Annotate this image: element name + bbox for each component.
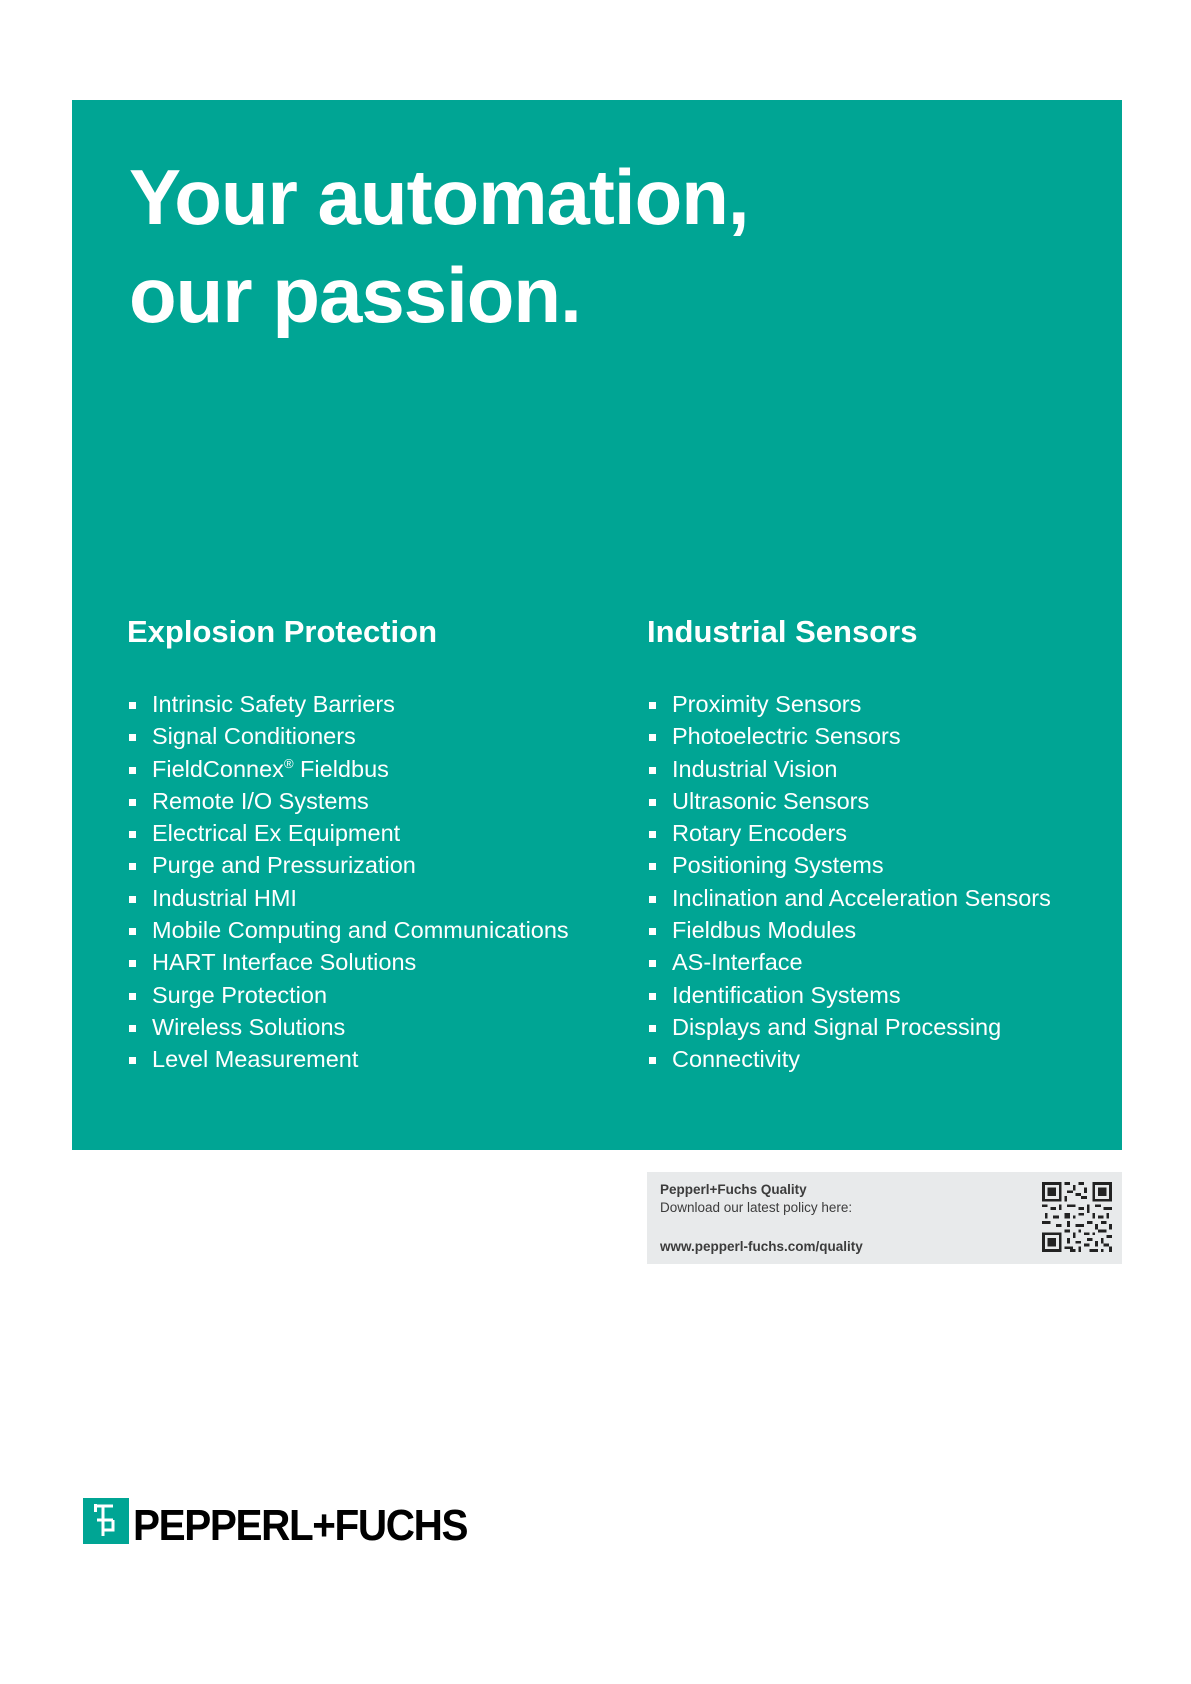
logo-text: PEPPERL+FUCHS <box>133 1501 468 1550</box>
list-item: Signal Conditioners <box>127 720 647 752</box>
list-item: Ultrasonic Sensors <box>647 785 1117 817</box>
pf-logo-icon <box>83 1498 129 1544</box>
quality-subtitle: Download our latest policy here: <box>660 1200 853 1215</box>
industrial-sensors-list <box>647 688 1117 1076</box>
list-item: Intrinsic Safety Barriers <box>127 688 647 720</box>
list-item-suffix: Fieldbus <box>293 755 389 782</box>
list-item-label: FieldConnex <box>152 755 284 782</box>
list-item: Proximity Sensors <box>647 688 1117 720</box>
list-item: Electrical Ex Equipment <box>127 817 647 849</box>
list-item: Inclination and Acceleration Sensors <box>647 882 1117 914</box>
list-item: Level Measurement <box>127 1043 647 1075</box>
explosion-protection-list <box>127 688 647 1076</box>
quality-box <box>647 1172 1122 1264</box>
quality-url-link[interactable]: www.pepperl-fuchs.com/quality <box>660 1239 863 1254</box>
list-item: Fieldbus Modules <box>647 914 1117 946</box>
list-item: Industrial HMI <box>127 882 647 914</box>
quality-title: Pepperl+Fuchs Quality <box>660 1182 807 1197</box>
list-item: Industrial Vision <box>647 753 1117 785</box>
list-item: Wireless Solutions <box>127 1011 647 1043</box>
list-item: Mobile Computing and Communications <box>127 914 647 946</box>
list-item: Positioning Systems <box>647 849 1117 881</box>
headline-line-1: Your automation, <box>129 153 749 241</box>
explosion-protection-title: Explosion Protection <box>127 614 438 649</box>
headline <box>129 148 749 344</box>
list-item: Displays and Signal Processing <box>647 1011 1117 1043</box>
list-item: Rotary Encoders <box>647 817 1117 849</box>
list-item: Identification Systems <box>647 979 1117 1011</box>
industrial-sensors-section <box>647 612 1117 1076</box>
industrial-sensors-title: Industrial Sensors <box>647 614 918 649</box>
list-item <box>127 753 647 785</box>
headline-line-2: our passion. <box>129 251 581 339</box>
qr-code-icon[interactable] <box>1042 1182 1112 1252</box>
list-item: Connectivity <box>647 1043 1117 1075</box>
registered-mark: ® <box>283 755 294 771</box>
list-item: AS-Interface <box>647 946 1117 978</box>
pepperl-fuchs-logo <box>83 1498 523 1550</box>
list-item: Purge and Pressurization <box>127 849 647 881</box>
explosion-protection-section <box>127 612 647 1076</box>
list-item: HART Interface Solutions <box>127 946 647 978</box>
teal-panel <box>72 100 1122 1150</box>
list-item: Remote I/O Systems <box>127 785 647 817</box>
list-item: Photoelectric Sensors <box>647 720 1117 752</box>
list-item: Surge Protection <box>127 979 647 1011</box>
